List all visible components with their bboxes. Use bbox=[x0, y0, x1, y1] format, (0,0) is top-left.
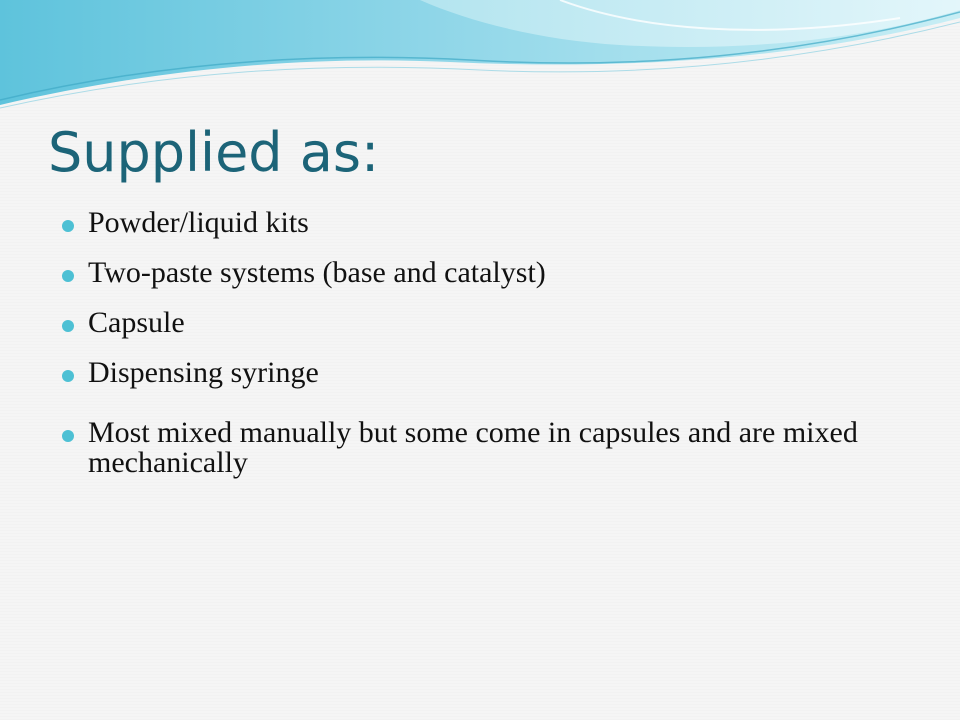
bullet-dot-icon bbox=[62, 430, 74, 442]
bullet-list bbox=[60, 208, 920, 478]
bullet-item bbox=[60, 308, 920, 338]
bullet-item bbox=[60, 258, 920, 288]
header-wave-decoration bbox=[0, 0, 960, 120]
bullet-text: Capsule bbox=[88, 306, 185, 339]
bullet-item bbox=[60, 418, 920, 478]
bullet-dot-icon bbox=[62, 320, 74, 332]
bullet-text: Two-paste systems (base and catalyst) bbox=[88, 256, 546, 289]
slide-content bbox=[60, 208, 920, 498]
bullet-text: Powder/liquid kits bbox=[88, 206, 309, 239]
bullet-dot-icon bbox=[62, 220, 74, 232]
bullet-item bbox=[60, 358, 920, 388]
bullet-dot-icon bbox=[62, 370, 74, 382]
bullet-text: Most mixed manually but some come in capsules and are mixed mechanically bbox=[88, 416, 858, 479]
bullet-dot-icon bbox=[62, 270, 74, 282]
slide-title: Supplied as: bbox=[48, 121, 380, 184]
bullet-item bbox=[60, 208, 920, 238]
bullet-text: Dispensing syringe bbox=[88, 356, 319, 389]
